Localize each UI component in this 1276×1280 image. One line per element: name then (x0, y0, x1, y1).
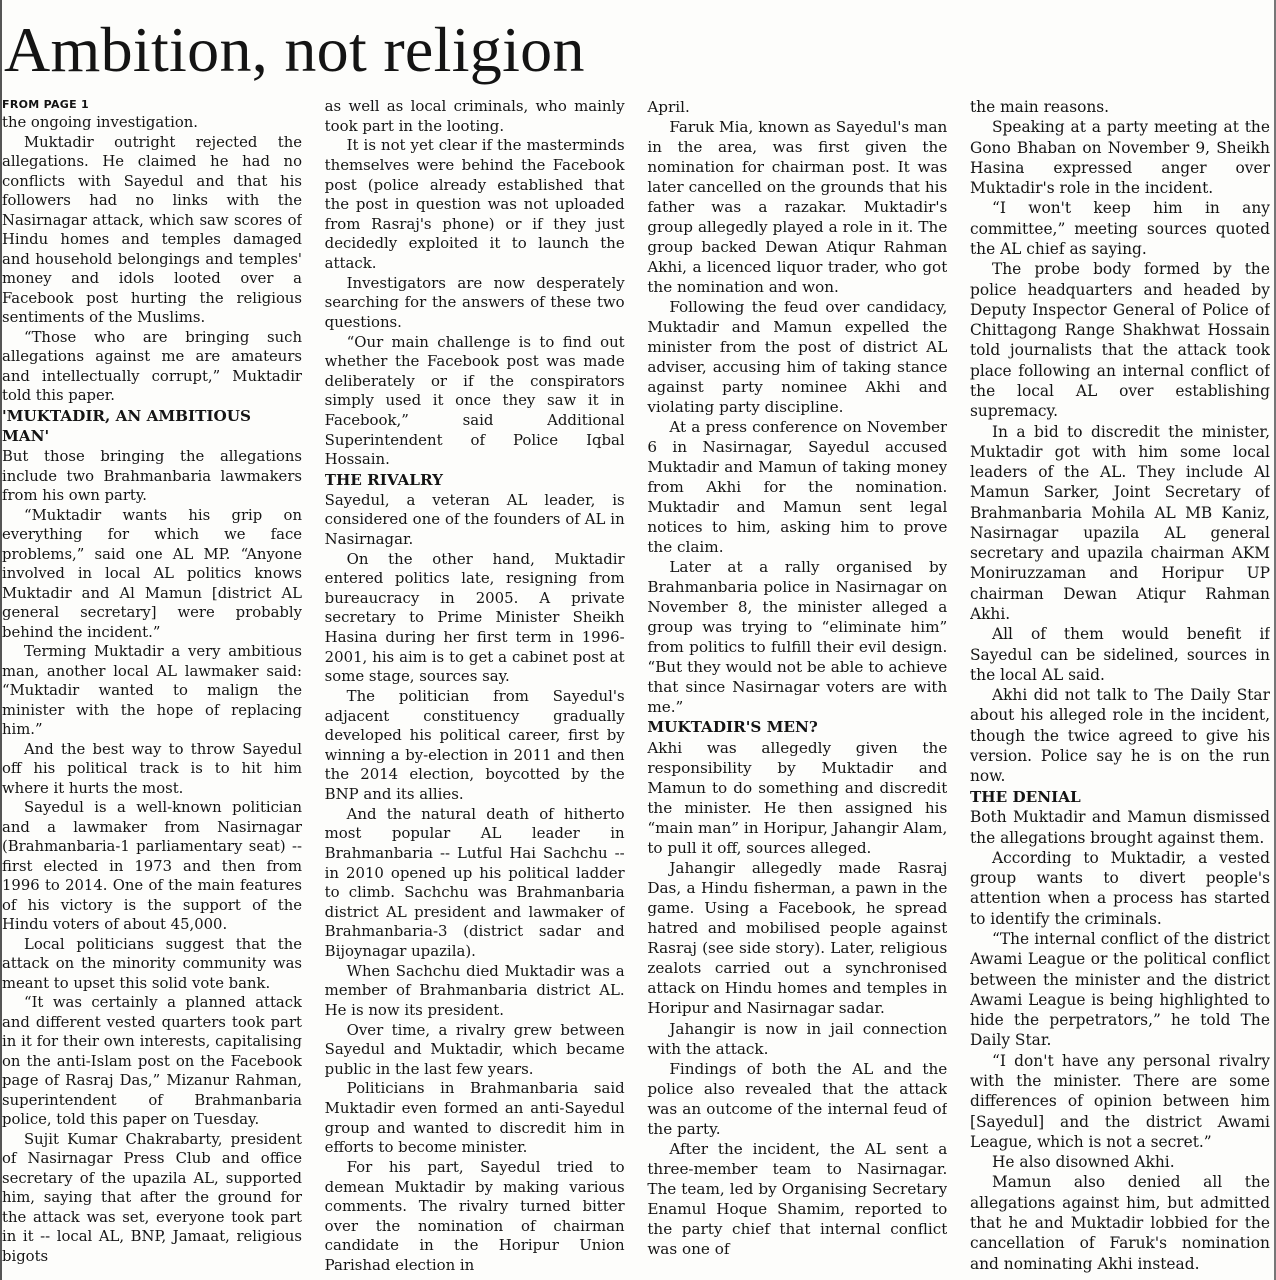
article-paragraph: Over time, a rivalry grew between Sayedul and Muktadir, which became public in the last few years. (324, 1020, 625, 1078)
article-paragraph: According to Muktadir, a vested group wants to divert people's attention when a process has started to identify the criminals. (969, 848, 1270, 928)
article-paragraph: He also disowned Akhi. (991, 1153, 1175, 1172)
article-paragraph: the main reasons. (969, 98, 1110, 116)
article-paragraph: “Those who are bringing such allegations against me are amateurs and intellectually corrupt,” Muktadir told this paper. (2, 328, 302, 404)
article-paragraph: “Muktadir wants his grip on everything for which we face problems,” said one AL MP. “Anyone involved in local AL politics knows Muktadir and Al Mamun [district AL general secretary] were probably behind the incident.” (2, 506, 302, 641)
article-column-3 (647, 97, 947, 1277)
article-paragraph: It is not yet clear if the masterminds themselves were behind the Facebook post (police already established that the post in question was not uploaded from Rasraj's phone) or if they just decidedly exploited it to launch the attack. (324, 136, 625, 272)
article-column-2 (325, 97, 625, 1277)
article-paragraph: But those bringing the allegations include two Brahmanbaria lawmakers from his own party. (2, 448, 302, 505)
article-paragraph: When Sachchu died Muktadir was a member of Brahmanbaria district AL. He is now its president. (324, 961, 625, 1019)
article-paragraph: as well as local criminals, who mainly took part in the looting. (324, 97, 625, 135)
article-paragraph: Politicians in Brahmanbaria said Muktadir even formed an anti-Sayedul group and wanted to discredit him in efforts to become minister. (324, 1079, 625, 1157)
article-paragraph: Jahangir is now in jail connection with the attack. (647, 1019, 948, 1058)
continuation-kicker: FROM PAGE 1 (2, 98, 90, 111)
article-paragraph: “The internal conflict of the district Awami League or the political conflict between the minister and the district Awami League is being highlighted to hide the perpetrators,” he told The Daily Star. (969, 930, 1270, 1050)
article-headline: Ambition, not religion (4, 14, 585, 85)
section-subheading: THE RIVALRY (324, 470, 443, 489)
article-paragraph: “Our main challenge is to find out whether the Facebook post was made deliberately or if the conspirators simply used it once they saw it in Facebook,” said Additional Superintendent of Police Iqbal Hossain. (324, 332, 625, 469)
article-paragraph: Following the feud over candidacy, Muktadir and Mamun expelled the minister from the post of district AL adviser, accusing him of taking stance against party nominee Akhi and violating party discipline. (647, 298, 948, 417)
article-paragraph: Both Muktadir and Mamun dismissed the allegations brought against them. (969, 808, 1270, 847)
article-paragraph: All of them would benefit if Sayedul can be sidelined, sources in the local AL said. (969, 625, 1270, 684)
article-paragraph: Speaking at a party meeting at the Gono Bhaban on November 9, Sheikh Hasina expressed anger over Muktadir's role in the incident. (969, 118, 1270, 198)
section-subheading: THE DENIAL (969, 787, 1081, 806)
article-paragraph: After the incident, the AL sent a three-member team to Nasirnagar. The team, led by Organising Secretary Enamul Hoque Shamim, reported to the party chief that internal conflict was one of (647, 1139, 948, 1258)
article-paragraph: Local politicians suggest that the attack on the minority community was meant to upset this solid vote bank. (2, 935, 302, 992)
article-paragraph: Sujit Kumar Chakrabarty, president of Nasirnagar Press Club and office secretary of the upazila AL, supported him, saying that after the ground for the attack was set, everyone took part in it -- local AL, BNP, Jamaat, religious bigots (2, 1130, 302, 1265)
article-paragraph: Akhi was allegedly given the responsibility by Muktadir and Mamun to do something and discredit the minister. He then assigned his “main man” in Horipur, Jahangir Alam, to pull it off, sources alleged. (647, 739, 948, 858)
article-paragraph: Findings of both the AL and the police also revealed that the attack was an outcome of the internal feud of the party. (647, 1059, 948, 1138)
article-paragraph: At a press conference on November 6 in Nasirnagar, Sayedul accused Muktadir and Mamun of taking money from Akhi for the nomination. Muktadir and Mamun sent legal notices to him, asking him to prove the claim. (647, 418, 948, 557)
article-paragraph: Investigators are now desperately searching for the answers of these two questions. (324, 273, 625, 331)
article-paragraph: And the best way to throw Sayedul off his political track is to hit him where it hurts the most. (2, 740, 302, 797)
article-paragraph: Faruk Mia, known as Sayedul's man in the area, was first given the nomination for chairman post. It was later cancelled on the grounds that his father was a razakar. Muktadir's group allegedly played a role in it. The group backed Dewan Atiqur Rahman Akhi, a licenced liquor trader, who got the nomination and won. (647, 118, 948, 297)
article-paragraph: “I won't keep him in any committee,” meeting sources quoted the AL chief as saying. (969, 199, 1270, 258)
article-body (2, 97, 1270, 1277)
article-paragraph: On the other hand, Muktadir entered politics late, resigning from bureaucracy in 2005. A private secretary to Prime Minister Sheikh Hasina during her first term in 1996-2001, his aim is to get a cabinet post at some stage, sources say. (324, 549, 625, 686)
article-paragraph: Akhi did not talk to The Daily Star about his alleged role in the incident, though the twice agreed to give his version. Police say he is on the run now. (969, 686, 1270, 786)
article-paragraph: Jahangir allegedly made Rasraj Das, a Hindu fisherman, a pawn in the game. Using a Facebook, he spread hatred and mobilised people against Rasraj (see side story). Later, religious zealots carried out a synchronised attack on Hindu homes and temples in Horipur and Nasirnagar sadar. (647, 859, 948, 1018)
article-column-4 (970, 97, 1270, 1277)
section-subheading: 'MUKTADIR, AN AMBITIOUS MAN' (2, 406, 251, 446)
article-paragraph: The probe body formed by the police headquarters and headed by Deputy Inspector General of Police of Chittagong Range Shakhwat Hossain told journalists that the attack took place following an internal conflict of the local AL over establishing supremacy. (969, 260, 1270, 421)
article-paragraph: Sayedul, a veteran AL leader, is considered one of the founders of AL in Nasirnagar. (324, 490, 625, 548)
article-paragraph: April. (647, 98, 690, 116)
article-paragraph: “It was certainly a planned attack and different vested quarters took part in it for their own interests, capitalising on the anti-Islam post on the Facebook page of Rasraj Das,” Mizanur Rahman, superintendent of Brahmanbaria police, told this paper on Tuesday. (2, 994, 302, 1129)
article-paragraph: The politician from Sayedul's adjacent constituency gradually developed his political career, first by winning a by-election in 2011 and then the 2014 election, boycotted by the BNP and its allies. (324, 686, 625, 804)
article-paragraph: Muktadir outright rejected the allegations. He claimed he had no conflicts with Sayedul and that his followers had no links with the Nasirnagar attack, which saw scores of Hindu homes and temples damaged and household belongings and temples' money and idols looted over a Facebook post hurting the religious sentiments of the Muslims. (2, 133, 302, 326)
article-paragraph: Sayedul is a well-known politician and a lawmaker from Nasirnagar (Brahmanbaria-1 parliamentary seat) -- first elected in 1973 and then from 1996 to 2014. One of the main features of his victory is the support of the Hindu voters of about 45,000. (2, 799, 302, 934)
article-paragraph: For his part, Sayedul tried to demean Muktadir by making various comments. The rivalry turned bitter over the nomination of chairman candidate in the Horipur Union Parishad election in (324, 1157, 625, 1275)
article-paragraph: Mamun also denied all the allegations against him, but admitted that he and Muktadir lobbied for the cancellation of Faruk's nomination and nominating Akhi instead. (969, 1173, 1270, 1273)
article-paragraph: And the natural death of hitherto most popular AL leader in Brahmanbaria -- Lutful Hai Sachchu -- in 2010 opened up his political ladder to climb. Sachchu was Brahmanbaria district AL president and lawmaker of Brahmanbaria-3 (district sadar and Bijoynagar upazila). (324, 804, 625, 961)
section-subheading: MUKTADIR'S MEN? (647, 718, 818, 737)
article-paragraph: the ongoing investigation. (2, 114, 198, 131)
article-paragraph: Terming Muktadir a very ambitious man, another local AL lawmaker said: “Muktadir wanted to malign the minister with the hope of replacing him.” (2, 643, 302, 739)
article-paragraph: Later at a rally organised by Brahmanbaria police in Nasirnagar on November 8, the minister alleged a group was trying to “eliminate him” from politics to fulfill their evil design. “But they would not be able to achieve that since Nasirnagar voters are with me.” (647, 558, 948, 717)
article-paragraph: In a bid to discredit the minister, Muktadir got with him some local leaders of the AL. They include Al Mamun Sarker, Joint Secretary of Brahmanbaria Mohila AL MB Kaniz, Nasirnagar upazila AL general secretary and upazila chairman AKM Moniruzzaman and Horipur UP chairman Dewan Atiqur Rahman Akhi. (969, 422, 1270, 624)
article-column-1 (2, 97, 302, 1277)
article-paragraph: “I don't have any personal rivalry with the minister. There are some differences of opinion between him [Sayedul] and the district Awami League, which is not a secret.” (969, 1051, 1270, 1151)
